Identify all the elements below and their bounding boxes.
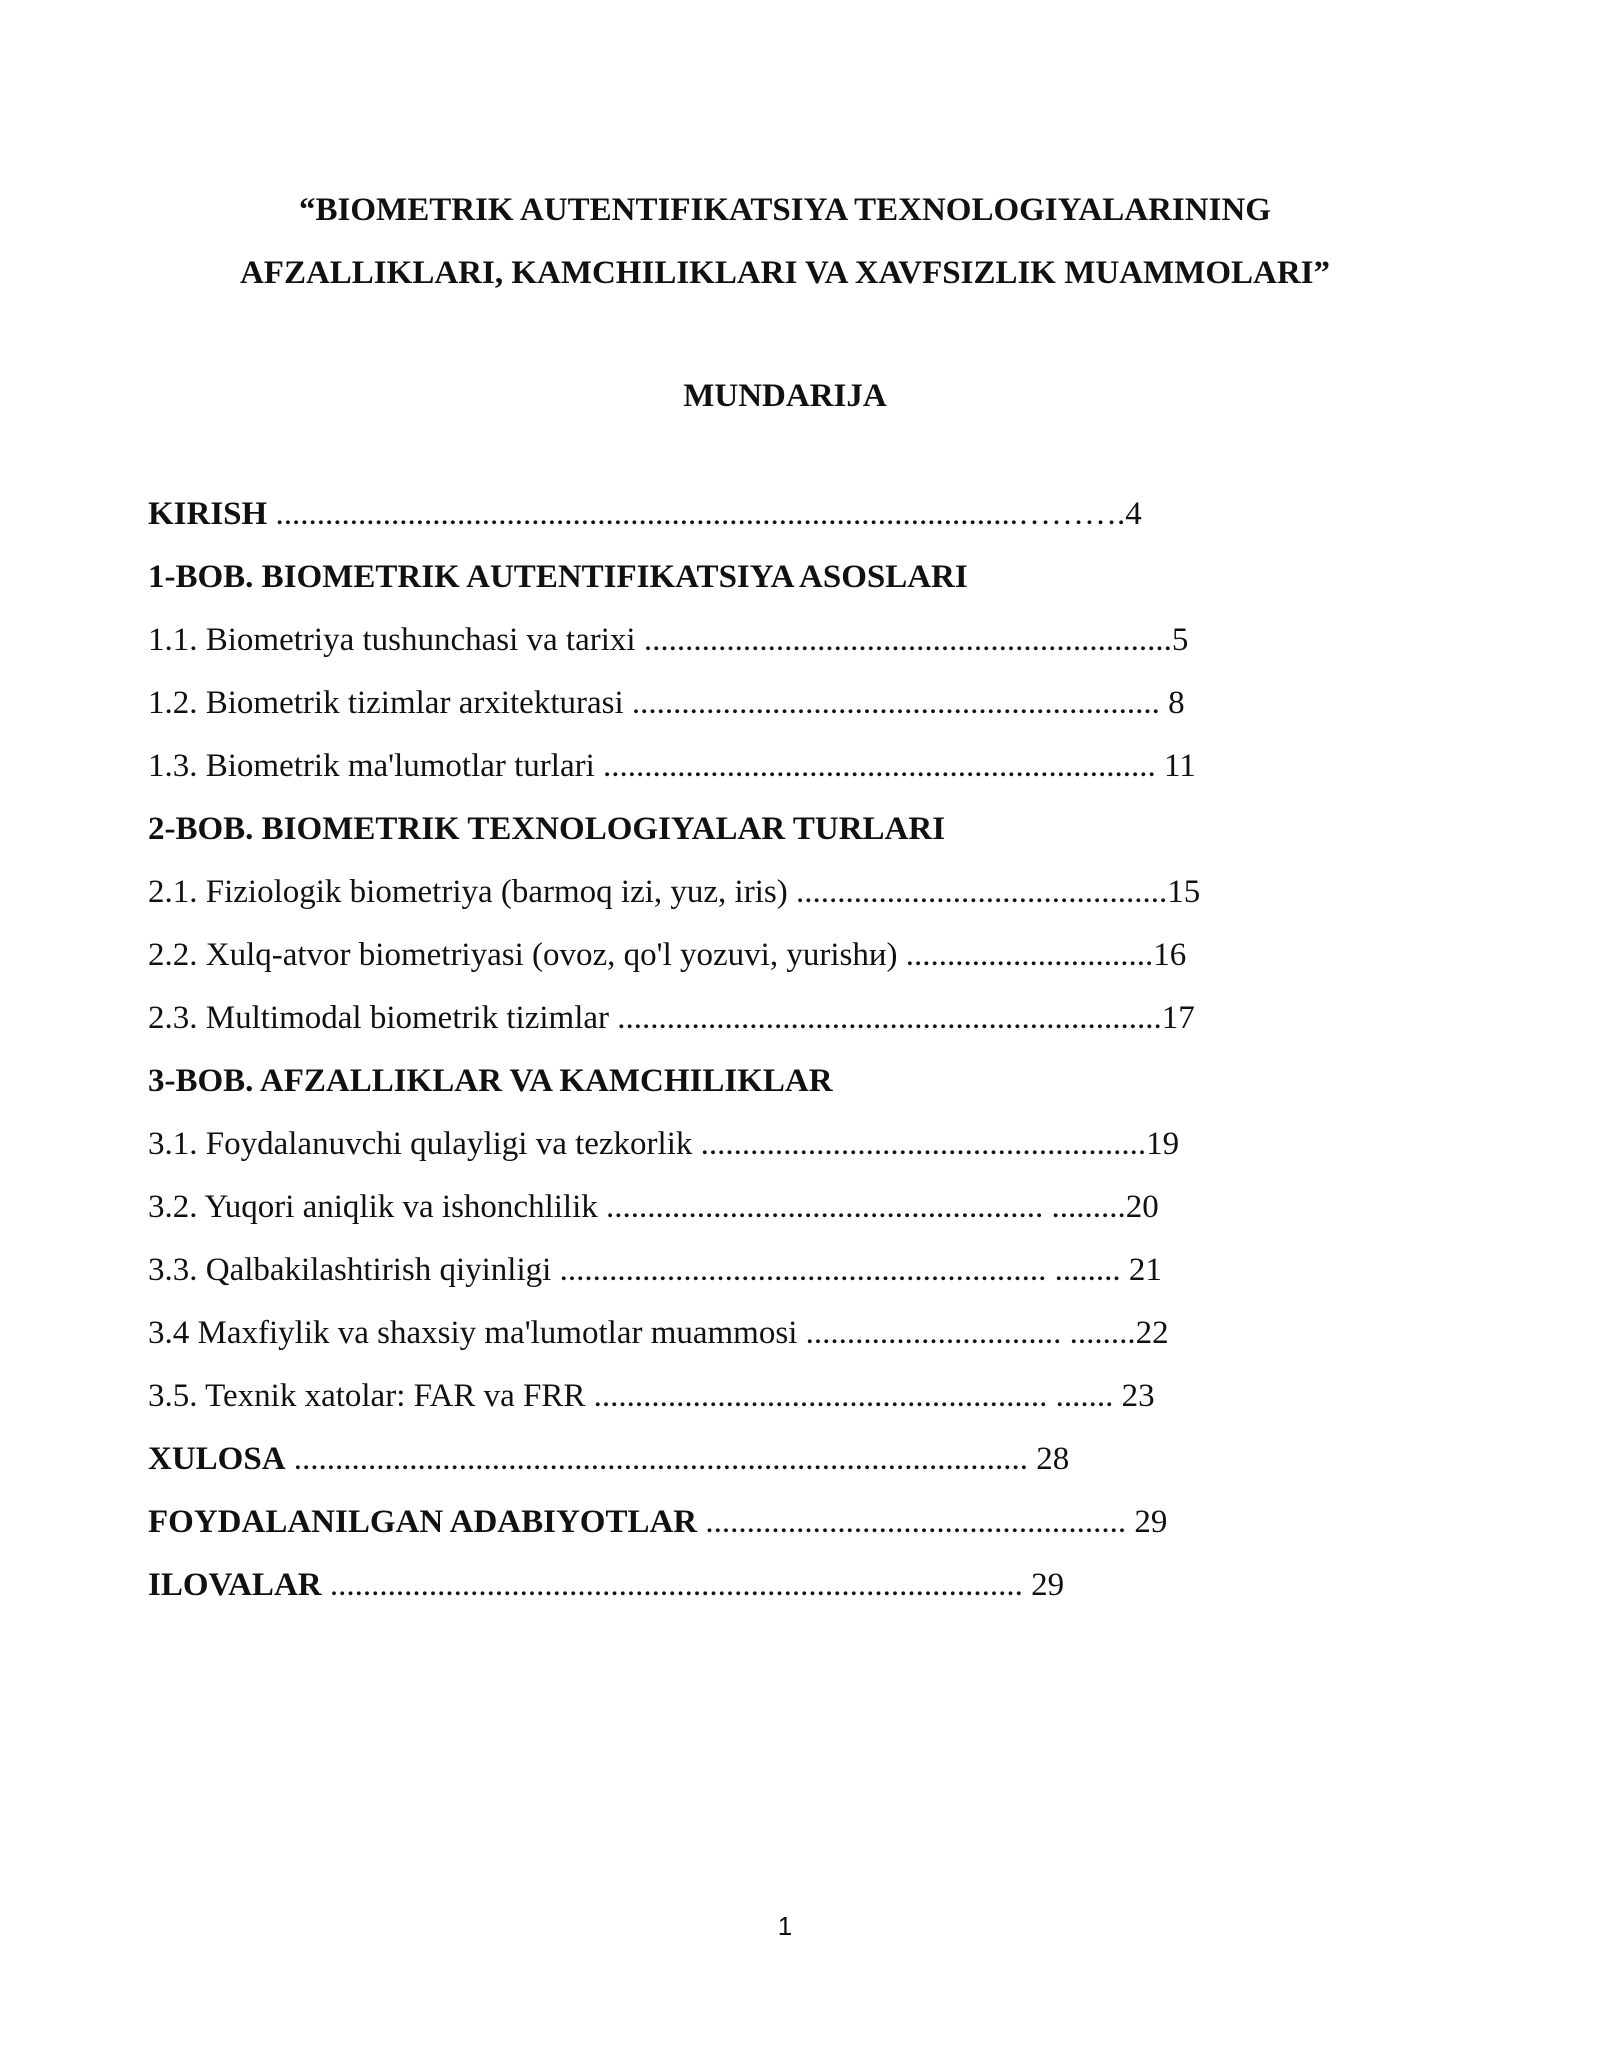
toc-entry-label: 1-BOB. BIOMETRIK AUTENTIFIKATSIYA ASOSLARI — [148, 559, 968, 595]
toc-dot-leader: ................................................................... — [594, 748, 1165, 784]
toc-page-number: 28 — [1036, 1441, 1070, 1477]
toc-entry-label: 3.3. Qalbakilashtirish qiyinligi — [148, 1252, 552, 1288]
toc-entry-label: ILOVALAR — [148, 1567, 322, 1603]
toc-dot-leader: .............................. — [897, 937, 1154, 973]
toc-entry-3-1[interactable] — [148, 1124, 1179, 1164]
document-title-line-2: AFZALLIKLARI, KAMCHILIKLARI VA XAVFSIZLIK MUAMMOLARI” — [239, 255, 1331, 291]
toc-entry-ilovalar[interactable] — [148, 1565, 1064, 1605]
toc-chapter-3[interactable] — [148, 1061, 833, 1101]
toc-dot-leader: ..................................................... ......... — [597, 1189, 1126, 1225]
toc-page-number: 21 — [1128, 1252, 1162, 1288]
toc-entry-3-3[interactable] — [148, 1250, 1162, 1290]
toc-entry-adabiyotlar[interactable] — [148, 1502, 1167, 1542]
toc-entry-label: KIRISH — [148, 496, 268, 532]
toc-page-number: 16 — [1153, 937, 1187, 973]
toc-entry-label: 3.2. Yuqori aniqlik va ishonchlilik — [148, 1189, 598, 1225]
toc-dot-leader: ............................................. — [787, 874, 1168, 910]
toc-chapter-2[interactable] — [148, 809, 945, 849]
toc-dot-leader: ........................................................... ........ — [551, 1252, 1129, 1288]
toc-entry-label: 3.4 Maxfiylik va shaxsiy ma'lumotlar muammosi — [148, 1315, 798, 1351]
toc-entry-1-1[interactable] — [148, 620, 1188, 660]
toc-dot-leader: ................................................................ — [635, 622, 1172, 658]
toc-dot-leader: ..........................................................................................………. — [267, 496, 1126, 532]
toc-dot-leader: ................................................................ — [623, 685, 1169, 721]
page-number: 1 — [777, 1911, 793, 1941]
toc-entry-label: 2.3. Multimodal biometrik tizimlar — [148, 1000, 610, 1036]
toc-dot-leader: ...................................................... — [692, 1126, 1147, 1162]
toc-dot-leader: ................................................... — [697, 1504, 1135, 1540]
toc-page-number: 17 — [1161, 1000, 1195, 1036]
toc-dot-leader: .................................................................. — [609, 1000, 1162, 1036]
toc-entry-2-1[interactable] — [148, 872, 1200, 912]
toc-page-number: 4 — [1125, 496, 1142, 532]
toc-entry-label: 3.1. Foydalanuvchi qulayligi va tezkorlik — [148, 1126, 693, 1162]
toc-page-number: 5 — [1171, 622, 1189, 658]
toc-dot-leader: .................................................................................... — [321, 1567, 1032, 1603]
toc-page-number: 22 — [1135, 1315, 1169, 1351]
toc-entry-label: 3.5. Texnik xatolar: FAR va FRR — [148, 1378, 586, 1414]
toc-entry-3-5[interactable] — [148, 1376, 1155, 1416]
toc-entry-kirish[interactable] — [148, 494, 1142, 534]
toc-entry-1-2[interactable] — [148, 683, 1185, 723]
toc-entry-3-2[interactable] — [148, 1187, 1159, 1227]
toc-entry-3-4[interactable] — [148, 1313, 1169, 1353]
toc-entry-label: 1.3. Biometrik ma'lumotlar turlari — [148, 748, 595, 784]
toc-entry-label: 3-BOB. AFZALLIKLAR VA KAMCHILIKLAR — [148, 1063, 833, 1099]
toc-entry-2-2[interactable] — [148, 935, 1186, 975]
toc-page-number: 20 — [1125, 1189, 1159, 1225]
toc-page-number: 19 — [1146, 1126, 1180, 1162]
toc-dot-leader: ......................................................................................... — [285, 1441, 1037, 1477]
toc-entry-xulosa[interactable] — [148, 1439, 1069, 1479]
toc-heading: MUNDARIJA — [683, 378, 887, 414]
toc-entry-1-3[interactable] — [148, 746, 1196, 786]
toc-page-number: 29 — [1031, 1567, 1065, 1603]
toc-page-number: 15 — [1167, 874, 1201, 910]
document-title-line-1: “BIOMETRIK AUTENTIFIKATSIYA TEXNOLOGIYALARINING — [299, 192, 1271, 228]
toc-page-number: 29 — [1134, 1504, 1168, 1540]
toc-entry-2-3[interactable] — [148, 998, 1195, 1038]
toc-chapter-1[interactable] — [148, 557, 968, 597]
toc-entry-label: 2.1. Fiziologik biometriya (barmoq izi, yuz, iris) — [148, 874, 788, 910]
toc-page-number: 11 — [1164, 748, 1196, 784]
toc-dot-leader: ............................... ........ — [797, 1315, 1136, 1351]
toc-page-number: 23 — [1121, 1378, 1155, 1414]
toc-entry-label: 1.2. Biometrik tizimlar arxitekturasi — [148, 685, 624, 721]
toc-entry-label: XULOSA — [148, 1441, 286, 1477]
toc-entry-label: 2.2. Xulq-atvor biometriyasi (ovoz, qo'l yozuvi, yurishи) — [148, 937, 898, 973]
toc-dot-leader: ....................................................... ....... — [585, 1378, 1122, 1414]
toc-page-number: 8 — [1168, 685, 1185, 721]
toc-entry-label: 2-BOB. BIOMETRIK TEXNOLOGIYALAR TURLARI — [148, 811, 946, 847]
toc-entry-label: FOYDALANILGAN ADABIYOTLAR — [148, 1504, 698, 1540]
toc-entry-label: 1.1. Biometriya tushunchasi va tarixi — [148, 622, 636, 658]
